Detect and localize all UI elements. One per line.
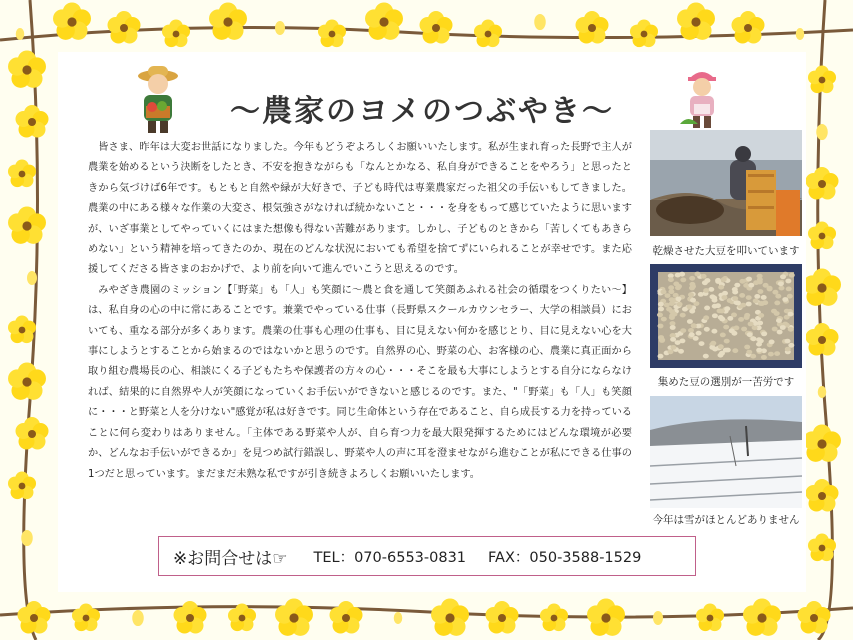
- bean-icon: [785, 339, 791, 344]
- flower-icon: [732, 11, 765, 44]
- bean-icon: [718, 344, 724, 349]
- flower-icon: [53, 2, 91, 39]
- bean-icon: [668, 277, 674, 282]
- bean-icon: [785, 347, 791, 352]
- bean-icon: [788, 327, 794, 332]
- bean-icon: [768, 352, 774, 357]
- flower-icon: [806, 323, 839, 356]
- bean-icon: [774, 301, 780, 306]
- bean-icon: [744, 315, 750, 320]
- bean-icon: [715, 278, 721, 283]
- bean-icon: [724, 339, 730, 344]
- bean-icon: [658, 302, 664, 307]
- bean-icon: [670, 325, 676, 330]
- flower-icon: [818, 386, 827, 398]
- flower-icon: [431, 598, 469, 635]
- bean-icon: [761, 295, 767, 300]
- contact-fax: FAX：050-3588-1529: [488, 549, 642, 566]
- bean-icon: [757, 321, 763, 326]
- bean-icon: [698, 292, 704, 297]
- bean-icon: [774, 351, 780, 356]
- bean-icon: [788, 312, 794, 317]
- photo-bean-sorting: [650, 264, 802, 368]
- flower-icon: [653, 611, 663, 625]
- flower-icon: [808, 222, 836, 250]
- bean-icon: [668, 289, 674, 294]
- bean-icon: [670, 337, 676, 342]
- photo-bean-threshing: [650, 130, 802, 236]
- bean-icon: [754, 294, 760, 299]
- bean-icon: [710, 341, 716, 346]
- bean-icon: [746, 295, 752, 300]
- flower-icon: [576, 11, 609, 44]
- bean-icon: [676, 297, 682, 302]
- bean-icon: [678, 349, 684, 354]
- flower-icon: [798, 601, 831, 634]
- bean-icon: [789, 273, 795, 278]
- bean-icon: [763, 283, 769, 288]
- flower-icon: [696, 604, 724, 632]
- flower-icon: [816, 124, 828, 140]
- contact-tel[interactable]: TEL：070-6553-0831: [313, 549, 467, 566]
- paragraph: 皆さま、昨年は大変お世話になりました。今年もどうぞよろしくお願いいたします。私が生まれ育った長野で主人が農業を始めるという決断をしたとき、不安を抱きながらも「なんとかなる、私自身ができることをやろう」と思ったときから気づけば6年です。もともと自然や緑が大好きで、子ども時代は専業農家だった祖父の手伝いもしてきました。農業の中にある様々な作業の大変さ、根気強さがなければ続かないこと・・・を身をもって感じていたように思いますが、いざ事業としてやっていくにはまた想像も得ない苦難があります。しかし、子どものときから「苦しくてもあきらめない」という精神を培ってきたのか、現在のどんな状況においても希望を捨てずにいられることが幸せです。また応援してくださる皆さまのおかげで、より前を向いて進んでいこうと思えるのです。: [88, 142, 632, 276]
- bean-icon: [719, 309, 725, 314]
- bean-icon: [680, 278, 686, 283]
- bean-icon: [778, 281, 784, 286]
- bean-icon: [721, 295, 727, 300]
- bean-icon: [757, 274, 763, 279]
- bean-icon: [739, 279, 745, 284]
- bean-icon: [668, 349, 674, 354]
- bean-icon: [666, 307, 672, 312]
- paragraph: みやざき農園のミッション【「野菜」も「人」も笑顔に～農と食を通して笑顔あふれる社会の循環をつくりたい～】は、私自身の心の中に常にあることです。兼業でやっている仕事（長野県スクールカウンセラー、大学の相談員）においても、重なる部分が多くあります。農業の仕事も心理の仕事も、目に見えない何かを感じとり、目に見えない心を大事にしようとすることから始まるのではないかと思うのです。自然界の心、野菜の心、お客様の心、農業に真正面から取り組む農場長の心、相談にくる子どもたちや保護者の方々の心・・・そこを最も大事にしようとする自分にならなければ、結果的に自然界や人が笑顔になっていくお手伝いができないと感じるのです。また、"「野菜」も「人」も笑顔に・・・と野菜と人を分けない"感覚が私は好きです。同じ生命体という存在であること、自ら成長する力を持っていることに何ら変わりはありません。「主体である野菜や人が、自ら育つ力を最大限発揮するためにはどんな環境が必要か、どんなお手伝いができるか」を見つめ試行錯誤し、野菜や人の声に耳を澄ませながら進むことが私にできる仕事の1つだと思っています。まだまだ未熟な私ですが引き続きよろしくお願いいたします。: [88, 284, 632, 480]
- bean-icon: [767, 287, 773, 292]
- article-body: [88, 138, 632, 485]
- bean-icon: [734, 283, 740, 288]
- bean-icon: [746, 350, 752, 355]
- bean-icon: [748, 322, 754, 327]
- flower-icon: [209, 2, 247, 39]
- bean-icon: [753, 299, 759, 304]
- photo-caption: 集めた豆の選別が一苦労です: [657, 376, 795, 388]
- bean-icon: [729, 328, 735, 333]
- flower-icon: [275, 21, 285, 35]
- contact-lead: ※お問合せは☞: [173, 548, 288, 569]
- bean-icon: [703, 288, 709, 293]
- flower-icon: [587, 598, 625, 635]
- bean-icon: [657, 313, 663, 318]
- bean-icon: [677, 302, 683, 307]
- bean-icon: [719, 351, 725, 356]
- bean-icon: [658, 324, 664, 329]
- bean-icon: [757, 289, 763, 294]
- bean-icon: [689, 332, 695, 337]
- bean-icon: [696, 331, 702, 336]
- bean-icon: [751, 336, 757, 341]
- bean-icon: [758, 339, 764, 344]
- bean-icon: [786, 287, 792, 292]
- flower-icon: [803, 424, 841, 461]
- bean-icon: [756, 348, 762, 353]
- flower-icon: [16, 105, 49, 138]
- bean-icon: [661, 317, 667, 322]
- bean-icon: [738, 317, 744, 322]
- bean-icon: [752, 325, 758, 330]
- bean-icon: [659, 338, 665, 343]
- farmer-man-icon: [132, 62, 184, 134]
- flower-icon: [474, 20, 502, 48]
- bean-icon: [702, 280, 708, 285]
- bean-icon: [687, 319, 693, 324]
- bean-icon: [675, 273, 681, 278]
- flower-icon: [8, 50, 46, 87]
- flower-icon: [806, 479, 839, 512]
- flower-icon: [8, 362, 46, 399]
- bean-icon: [732, 348, 738, 353]
- flower-icon: [27, 271, 37, 285]
- bean-icon: [787, 294, 793, 299]
- flower-icon: [540, 604, 568, 632]
- bean-icon: [772, 290, 778, 295]
- photo-caption: 今年は雪がほとんどありません: [652, 514, 800, 526]
- bean-icon: [669, 313, 675, 318]
- bean-icon: [785, 279, 791, 284]
- contact-box: [158, 536, 696, 576]
- flower-icon: [16, 417, 49, 450]
- bean-icon: [782, 297, 788, 302]
- bean-icon: [725, 348, 731, 353]
- bean-icon: [673, 282, 679, 287]
- bean-icon: [703, 354, 709, 359]
- bean-icon: [688, 292, 694, 297]
- bean-icon: [780, 325, 786, 330]
- page-title: ～農家のヨメのつぶやき～: [230, 94, 614, 129]
- flower-icon: [486, 601, 519, 634]
- bean-icon: [747, 332, 753, 337]
- bean-icon: [708, 287, 714, 292]
- flower-icon: [275, 598, 313, 635]
- flower-icon: [162, 20, 190, 48]
- bean-icon: [741, 327, 747, 332]
- flower-icon: [318, 20, 346, 48]
- bean-icon: [746, 302, 752, 307]
- photo-snow-field: [650, 396, 802, 508]
- bean-icon: [720, 333, 726, 338]
- bean-icon: [748, 283, 754, 288]
- bean-icon: [680, 313, 686, 318]
- bean-icon: [779, 286, 785, 291]
- bean-icon: [776, 318, 782, 323]
- bean-icon: [691, 324, 697, 329]
- bean-icon: [709, 345, 715, 350]
- bean-icon: [757, 280, 763, 285]
- bean-icon: [675, 340, 681, 345]
- flower-icon: [803, 268, 841, 305]
- bean-icon: [724, 306, 730, 311]
- bean-icon: [772, 327, 778, 332]
- flower-icon: [630, 20, 658, 48]
- bean-icon: [718, 285, 724, 290]
- flower-icon: [330, 601, 363, 634]
- flower-icon: [18, 601, 51, 634]
- bean-icon: [680, 328, 686, 333]
- flower-icon: [808, 66, 836, 94]
- bean-icon: [740, 303, 746, 308]
- bean-icon: [658, 307, 664, 312]
- bean-icon: [771, 309, 777, 314]
- bean-icon: [670, 345, 676, 350]
- bean-icon: [690, 298, 696, 303]
- flower-icon: [72, 604, 100, 632]
- bean-icon: [732, 287, 738, 292]
- photo-caption: 乾燥させた大豆を叩いています: [652, 245, 800, 257]
- bean-icon: [761, 332, 767, 337]
- bean-icon: [689, 276, 695, 281]
- bean-icon: [704, 327, 710, 332]
- flower-icon: [365, 2, 403, 39]
- bean-icon: [699, 341, 705, 346]
- flower-icon: [16, 28, 25, 40]
- bean-icon: [775, 294, 781, 299]
- bean-icon: [665, 293, 671, 298]
- flower-icon: [108, 11, 141, 44]
- bean-icon: [750, 354, 756, 359]
- flower-icon: [394, 612, 403, 624]
- bean-icon: [733, 326, 739, 331]
- bean-icon: [711, 329, 717, 334]
- bean-icon: [739, 293, 745, 298]
- flower-icon: [796, 28, 805, 40]
- flower-icon: [21, 530, 33, 546]
- bean-icon: [734, 300, 740, 305]
- flower-icon: [420, 11, 453, 44]
- bean-icon: [761, 355, 767, 360]
- bean-icon: [704, 306, 710, 311]
- bean-icon: [727, 316, 733, 321]
- bean-icon: [661, 290, 667, 295]
- bean-icon: [758, 301, 764, 306]
- bean-icon: [703, 315, 709, 320]
- bean-icon: [690, 284, 696, 289]
- bean-icon: [769, 340, 775, 345]
- bean-icon: [746, 277, 752, 282]
- farmer-woman-icon: [676, 64, 728, 130]
- flower-icon: [806, 167, 839, 200]
- bean-icon: [688, 328, 694, 333]
- flower-icon: [677, 2, 715, 39]
- bean-icon: [712, 304, 718, 309]
- bean-icon: [701, 274, 707, 279]
- bean-icon: [721, 277, 727, 282]
- bean-icon: [744, 345, 750, 350]
- bean-icon: [723, 325, 729, 330]
- bean-icon: [687, 304, 693, 309]
- flower-icon: [132, 610, 144, 626]
- flower-icon: [743, 598, 781, 635]
- flower-icon: [8, 472, 36, 500]
- bean-icon: [732, 296, 738, 301]
- bean-icon: [658, 354, 664, 359]
- bean-icon: [780, 274, 786, 279]
- bean-icon: [712, 313, 718, 318]
- flower-icon: [8, 316, 36, 344]
- bean-icon: [695, 272, 701, 277]
- flower-icon: [8, 160, 36, 188]
- bean-icon: [758, 313, 764, 318]
- flower-icon: [8, 206, 46, 243]
- bean-icon: [777, 330, 783, 335]
- flower-icon: [534, 14, 546, 30]
- bean-icon: [710, 294, 716, 299]
- bean-icon: [719, 317, 725, 322]
